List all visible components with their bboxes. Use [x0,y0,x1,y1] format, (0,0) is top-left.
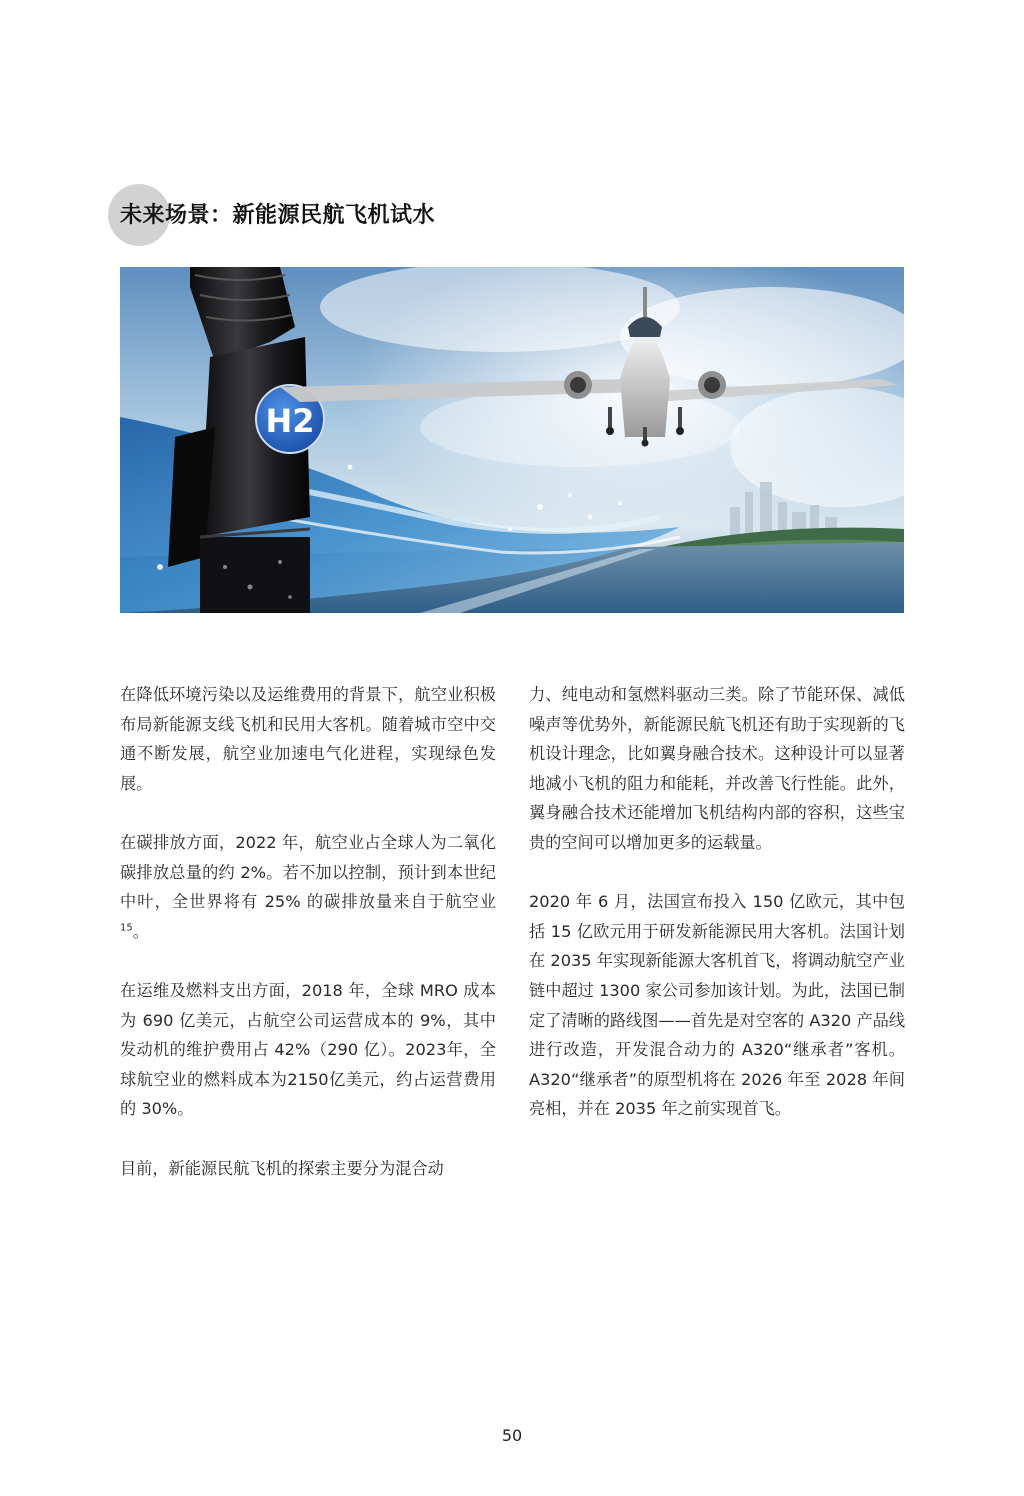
right-column [529,680,905,1124]
paragraph-background: 在降低环境污染以及运维费用的背景下，航空业积极布局新能源支线飞机和民用大客机。随着城市空中交通不断发展，航空业加速电气化进程，实现绿色发展。 [120,685,496,793]
paragraph-france-plan: 2020 年 6 月，法国宣布投入 150 亿欧元，其中包括 15 亿欧元用于研发新能源民用大客机。法国计划在 2035 年实现新能源大客机首飞，将调动航空产业链中超过 1300 家公司参加该计划。为此，法国已制定了清晰的路线图——首先是对空客的 A320 产品线进行改造，开发混合动力的 A320“继承者”客机。A320“继承者”的原型机将在 2026 年至 2028 年间亮相，并在 2035 年之前实现首飞。 [529,892,906,1119]
carbon-emissions-text: 在碳排放方面，2022 年，航空业占全球人为二氧化碳排放总量的约 2%。若不加以控制，预计到本世纪中叶，全世界将有 25% 的碳排放量来自于航空业 [120,832,496,912]
footnote-marker: 15 [120,922,133,934]
paragraph-maintenance-fuel: 在运维及燃料支出方面，2018 年，全球 MRO 成本为 690 亿美元，占航空公司运营成本的 9%，其中发动机的维护费用占 42%（290 亿）。2023年，全球航空业的燃料成本为2150亿美元，约占运营费用的 30%。 [120,980,496,1119]
carbon-emissions-end: 。 [132,921,149,941]
svg-text:H2: H2 [265,402,315,440]
left-column [120,680,496,1183]
hydrogen-airplane-illustration [120,267,904,613]
page-number: 50 [501,1426,523,1445]
paragraph-exploration-intro: 目前，新能源民航飞机的探索主要分为混合动 [120,1158,444,1178]
paragraph-propulsion-types: 力、纯电动和氢燃料驱动三类。除了节能环保、减低噪声等优势外，新能源民航飞机还有助于实现新的飞机设计理念，比如翼身融合技术。这种设计可以显著地减小飞机的阻力和能耗，并改善飞行性能。此外，翼身融合技术还能增加飞机结构内部的容积，这些宝贵的空间可以增加更多的运载量。 [529,685,905,852]
page-title: 未来场景：新能源民航飞机试水 [120,203,436,228]
hero-image [120,267,904,613]
paragraph-carbon-emissions [120,828,496,946]
